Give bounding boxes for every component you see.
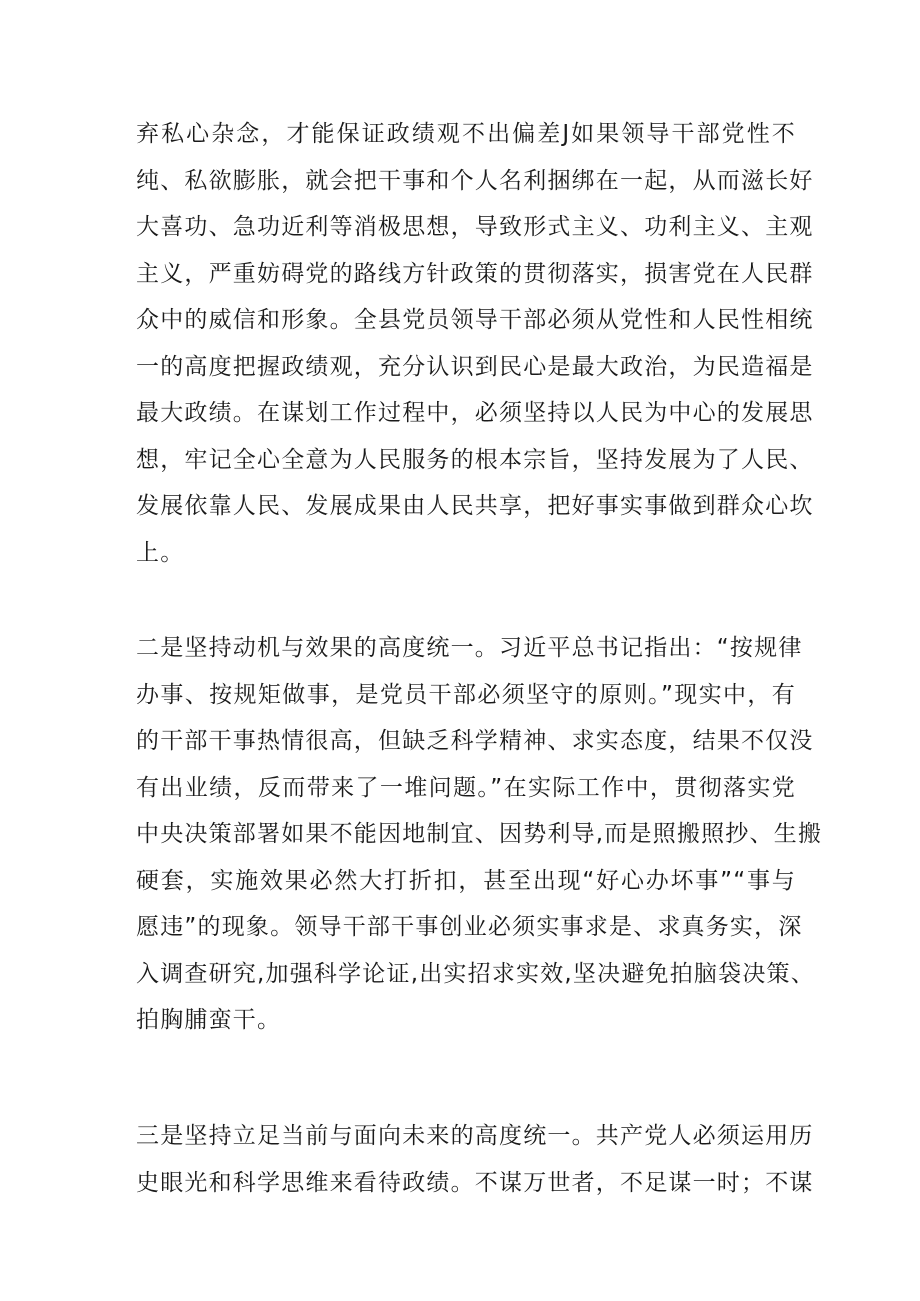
text-line: 想，牢记全心全意为人民服务的根本宗旨，坚持发展为了人民、 (136, 446, 814, 473)
paragraph-2 (136, 625, 823, 1044)
text-line: 中央决策部署如果不能因地制宜、因势利导,而是照搬照抄、生搬 (136, 821, 823, 847)
text-line: 愿违”的现象。领导干部干事创业必须实事求是、求真务实，深 (136, 914, 803, 940)
text-line: 三是坚持立足当前与面向未来的高度统一。共产党人必须运用历 (136, 1123, 814, 1149)
text-line: 硬套，实施效果必然大打折扣，甚至出现“好心办坏事”“事与 (136, 867, 796, 894)
text-line: 拍胸脯蛮干。 (136, 1007, 282, 1033)
text-line: 众中的威信和形象。全县党员领导干部必须从党性和人民性相统 (136, 307, 814, 333)
paragraph-3 (136, 1113, 814, 1206)
text-line: 纯、私欲膨胀，就会把干事和个人名利捆绑在一起，从而滋长好 (136, 167, 814, 194)
text-line: 主义，严重妨碍党的路线方针政策的贯彻落实，损害党在人民群 (136, 260, 814, 287)
text-line: 史眼光和科学思维来看待政绩。不谋万世者，不足谋一时；不谋 (136, 1169, 814, 1196)
text-line: 的干部干事热情很高，但缺乏科学精神、求实态度，结果不仅没 (136, 728, 814, 754)
text-line: 二是坚持动机与效果的高度统一。习近平总书记指出：“按规律 (136, 635, 803, 661)
text-line: 最大政绩。在谋划工作过程中，必须坚持以人民为中心的发展思 (136, 400, 814, 426)
text-line: 有出业绩，反而带来了一堆问题。”在实际工作中，贯彻落实党 (136, 774, 796, 801)
text-line: 大喜功、急功近利等消极思想，导致形式主义、功利主义、主观 (136, 214, 814, 240)
text-line: 上。 (136, 539, 185, 566)
text-line: 一的高度把握政绩观，充分认识到民心是最大政治，为民造福是 (136, 353, 814, 380)
text-line: 办事、按规矩做事，是党员干部必须坚守的原则。”现实中，有 (136, 681, 796, 708)
paragraph-1 (136, 111, 814, 576)
text-line: 发展依靠人民、发展成果由人民共享，把好事实事做到群众心坎 (136, 493, 814, 519)
text-line: 入调查研究,加强科学论证,出实招求实效,坚决避免拍脑袋决策、 (136, 960, 815, 987)
text-line: 弃私心杂念，才能保证政绩观不出偏差J如果领导干部党性不 (136, 121, 796, 147)
